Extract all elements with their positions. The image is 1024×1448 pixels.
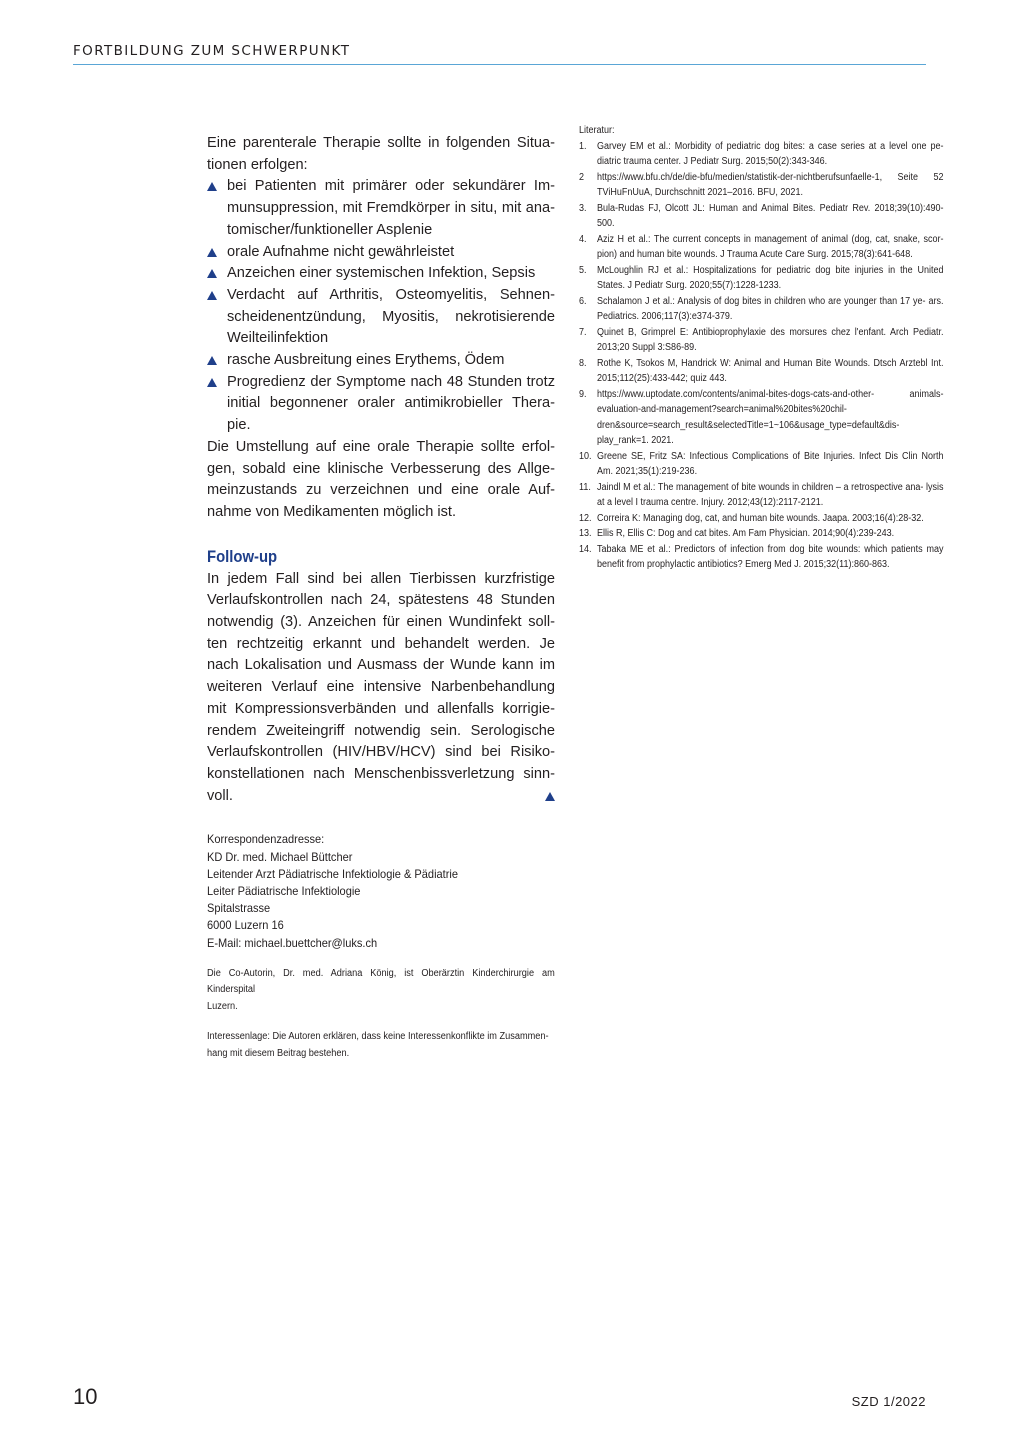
reference-number: 11. [579,481,591,493]
list-item: bei Patienten mit primärer oder sekundärer Im- munsuppression, mit Fremdkörper in situ, mit ana- tomischer/funktioneller Asplenie [207,176,555,241]
followup-heading: Follow-up [207,547,278,566]
followup-paragraph: In jedem Fall sind bei allen Tierbissen kurzfristige Verlaufskontrollen nach 24, spätestens 48 Stunden notwendig (3). Anzeichen für einen Wundinfekt soll- ten rechtzeitig erkannt und behandelt werden. Je nach Lokalisation und Ausmass der Wunde kann im weiteren Verlauf eine intensive Narbenbehandlung mit Kompressionsverbänden und allenfalls korrigie- rendem Zweiteingriff notwendig sein. Serologische Verlaufskontrollen (HIV/HBV/HCV) sind bei Risiko- konstellationen nach Menschenbissverletzung sinn- voll. [207,570,555,804]
main-text-column [207,133,555,1062]
reference-number: 9. [579,388,587,400]
reference-number: 14. [579,543,592,555]
list-item: Anzeichen einer systemischen Infektion, Sepsis [207,263,555,285]
literature-title: Literatur: [579,125,615,136]
reference-item: 7. Quinet B, Grimprel E: Antibioprophylaxie des morsures chez l'enfant. Arch Pediatr. 2013;20 Suppl 3:S86-89. [579,326,944,353]
conflict-of-interest-note: Interessenlage: Die Autoren erklären, dass keine Interessenkonflikte im Zusammen- hang mit diesem Beitrag bestehen. [207,1031,549,1059]
reference-item: 3. Bula-Rudas FJ, Olcott JL: Human and Animal Bites. Pediatr Rev. 2018;39(10):490- 500. [579,202,944,229]
issue-label: SZD 1/2022 [851,1394,926,1409]
bullet-triangle-icon [207,248,217,257]
list-item: Verdacht auf Arthritis, Osteomyelitis, Sehnen- scheidenentzündung, Myositis, nekrotisierende Weilteilinfektion [207,285,555,350]
oral-switch-paragraph: Die Umstellung auf eine orale Therapie sollte erfol- gen, sobald eine klinische Verbesserung des Allge- meinzustands zu verzeichnen und eine orale Auf- nahme von Medikamenten möglich ist. [207,438,555,520]
indication-list [207,176,555,436]
bullet-triangle-icon [207,378,217,387]
list-item: orale Aufnahme nicht gewährleistet [207,242,555,264]
reference-number: 4. [579,233,587,245]
bullet-triangle-icon [207,182,217,191]
reference-item: 11. Jaindl M et al.: The management of bite wounds in children – a retrospective ana- lysis at a level I trauma centre. Injury. 2012;43(12):2117-2121. [579,481,944,508]
page-header [73,40,926,65]
reference-item: 10. Greene SE, Fritz SA: Infectious Complications of Bite Injuries. Infect Dis Clin North Am. 2021;35(1):219-236. [579,450,944,477]
reference-number: 10. [579,450,592,462]
reference-number: 3. [579,202,587,214]
literature-column [579,123,944,573]
reference-number: 8. [579,357,587,369]
page-number: 10 [73,1384,98,1409]
reference-item: 9. https://www.uptodate.com/contents/animal-bites-dogs-cats-and-other- animals-evaluation-and-management?search=animal%20bites%20chil- dren&source=search_result&selectedTitle=1~106&usage_type=default&dis- play_rank=1. 2021. [579,388,944,446]
coauthor-note: Die Co-Autorin, Dr. med. Adriana König, ist Oberärztin Kinderchirurgie am Kinderspital Luzern. [207,967,555,1012]
reference-item: 8. Rothe K, Tsokos M, Handrick W: Animal and Human Bite Wounds. Dtsch Arztebl Int. 2015;112(25):433-442; quiz 443. [579,357,944,384]
reference-number: 6. [579,295,587,307]
reference-item: 1. Garvey EM et al.: Morbidity of pediatric dog bites: a case series at a level one pe- diatric trauma center. J Pediatr Surg. 2015;50(2):343-346. [579,140,944,167]
reference-item: 14. Tabaka ME et al.: Predictors of infection from dog bite wounds: which patients may benefit from prophylactic antibiotics? Emerg Med J. 2015;32(11):860-863. [579,543,944,570]
list-item: Progredienz der Symptome nach 48 Stunden trotz initial begonnener oraler antimikrobieller Thera- pie. [207,372,555,437]
header-title: FORTBILDUNG ZUM SCHWERPUNKT [73,43,351,59]
bullet-triangle-icon [207,269,217,278]
bullet-triangle-icon [207,356,217,365]
intro-paragraph: Eine parenterale Therapie sollte in folgenden Situa- tionen erfolgen: [207,135,555,173]
reference-item: 6. Schalamon J et al.: Analysis of dog bites in children who are younger than 17 ye- ars. Pediatrics. 2006;117(3):e374-379. [579,295,944,322]
reference-number: 7. [579,326,587,338]
reference-item: 13. Ellis R, Ellis C: Dog and cat bites. Am Fam Physician. 2014;90(4):239-243. [579,526,944,542]
reference-item: 5. McLoughlin RJ et al.: Hospitalizations for pediatric dog bite injuries in the United States. J Pediatr Surg. 2020;55(7):1228-1233. [579,264,944,291]
reference-number: 13. [579,528,592,539]
reference-number: 1. [579,140,587,152]
reference-item: 2 https://www.bfu.ch/de/die-bfu/medien/statistik-der-nichtberufsunfaelle-1, Seite 52 TViHuFnUuA, Durchschnitt 2021–2016. BFU, 2021. [579,171,944,198]
end-of-article-triangle-icon [545,792,555,801]
reference-item: 12. Correira K: Managing dog, cat, and human bite wounds. Jaapa. 2003;16(4):28-32. [579,511,944,527]
list-item: rasche Ausbreitung eines Erythems, Ödem [207,350,555,372]
reference-number: 2 [579,171,585,183]
bullet-triangle-icon [207,291,217,300]
reference-number: 5. [579,264,587,276]
reference-list [579,139,944,573]
correspondence-address: Korrespondenzadresse: KD Dr. med. Michael Büttcher Leitender Arzt Pädiatrische Infektiologie & Pädiatrie Leiter Pädiatrische Infektiologie Spitalstrasse 6000 Luzern 16 E-Mail: michael.buettcher@luks.ch [207,832,459,950]
reference-item: 4. Aziz H et al.: The current concepts in management of animal (dog, cat, snake, scor- pion) and human bite wounds. J Trauma Acute Care Surg. 2015;78(3):641-648. [579,233,944,260]
reference-number: 12. [579,512,592,524]
